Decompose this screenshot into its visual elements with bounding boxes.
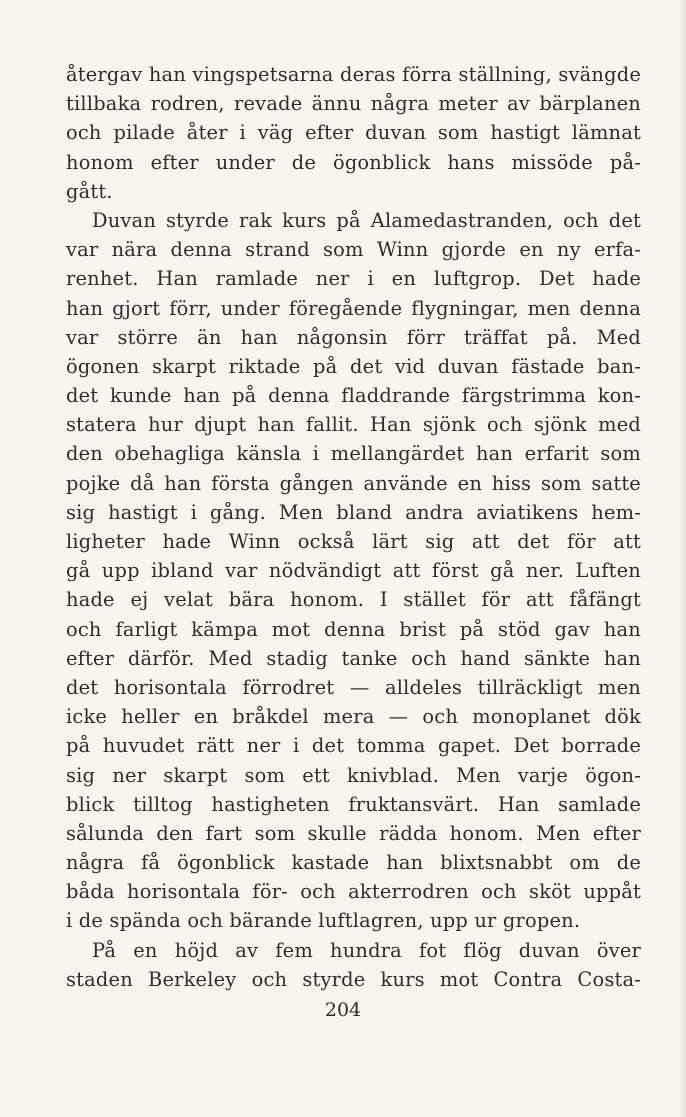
page-number: 204 — [324, 999, 362, 1021]
text-line: var större än han någonsin förr träffat på. Med — [66, 325, 641, 349]
text-line: efter därför. Med stadig tanke och hand sänkte han — [66, 646, 641, 670]
text-line: ligheter hade Winn också lärt sig att det för att — [66, 530, 641, 553]
text-line: det horisontala förrodret — alldeles tillräckligt men — [66, 675, 641, 699]
text-line: och farligt kämpa mot denna brist på stöd gav han — [66, 617, 641, 641]
text-line: icke heller en bråkdel mera — och monoplanet dök — [66, 705, 641, 729]
page-edge-shadow — [678, 0, 686, 1117]
text-line: några få ögonblick kastade han blixtsnabbt om de — [66, 851, 641, 875]
text-line: ögonen skarpt riktade på det vid duvan fästade ban- — [66, 354, 641, 378]
text-line: honom efter under de ögonblick hans missöde på- — [66, 150, 641, 174]
text-line: på huvudet rätt ner i det tomma gapet. Det borrade — [66, 734, 641, 758]
text-line: gått. — [66, 179, 113, 203]
text-line: båda horisontala för- och akterrodren och sköt uppåt — [66, 880, 641, 904]
text-line: var nära denna strand som Winn gjorde en ny erfa- — [66, 238, 641, 262]
text-line: renhet. Han ramlade ner i en luftgrop. Det hade — [66, 267, 641, 291]
text-line: hade ej velat bära honom. I stället för att fåfängt — [66, 588, 641, 612]
text-line: gå upp ibland var nödvändigt att först gå ner. Luften — [66, 559, 641, 583]
text-line: pojke då han första gången använde en hiss som satte — [66, 471, 641, 495]
text-line: och pilade åter i väg efter duvan som hastigt lämnat — [66, 121, 641, 145]
text-line: staden Berkeley och styrde kurs mot Contra Costa- — [66, 967, 641, 991]
text-line: den obehagliga känsla i mellangärdet han erfarit som — [66, 442, 641, 466]
body-text — [66, 60, 641, 994]
text-line: i de spända och bärande luftlagren, upp ur gropen. — [66, 909, 581, 933]
text-line: sig hastigt i gång. Men bland andra aviatikens hem- — [66, 500, 641, 524]
text-line: det kunde han på denna fladdrande färgstrimma kon- — [66, 384, 641, 408]
paragraph-start-line: På en höjd av fem hundra fot flög duvan över — [92, 938, 641, 962]
text-line: blick tilltog hastigheten fruktansvärt. Han samlade — [66, 792, 641, 816]
text-line: statera hur djupt han fallit. Han sjönk och sjönk med — [66, 413, 641, 437]
text-line: återgav han vingspetsarna deras förra ställning, svängde — [66, 63, 641, 86]
text-line: sålunda den fart som skulle rädda honom. Men efter — [66, 821, 641, 845]
paragraph-start-line: Duvan styrde rak kurs på Alamedastranden, och det — [92, 208, 641, 232]
text-line: han gjort förr, under föregående flygningar, men denna — [66, 296, 641, 320]
text-line: tillbaka rodren, revade ännu några meter av bärplanen — [66, 92, 641, 116]
text-line: sig ner skarpt som ett knivblad. Men varje ögon- — [66, 763, 641, 787]
